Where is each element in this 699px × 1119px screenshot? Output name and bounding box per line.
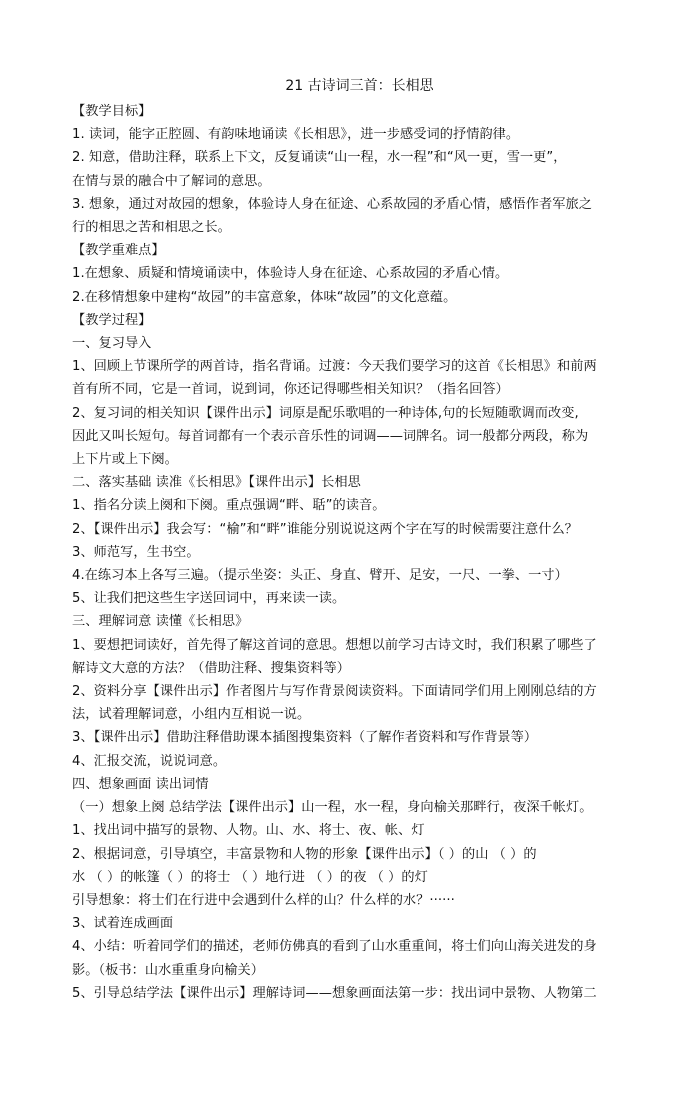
text-line: 因此又叫长短句。每首词都有一个表示音乐性的词调——词牌名。词一般都分两段，称为 xyxy=(72,428,589,444)
text-line: 2、根据词意，引导填空，丰富景物和人物的形象【课件出示】（ ）的山 （ ）的 xyxy=(72,846,537,862)
page-title: 21 古诗词三首：长相思 xyxy=(285,78,434,94)
text-line: 【教学目标】 xyxy=(72,104,152,119)
text-line: 影。（板书：山水重重身向榆关） xyxy=(72,962,264,978)
text-line: 法，试着理解词意，小组内互相说一说。 xyxy=(72,707,311,723)
text-line: 4、小结：听着同学们的描述，老师仿佛真的看到了山水重重间，将士们向山海关进发的身 xyxy=(72,939,597,955)
text-line: 4.在练习本上各写三遍。（提示坐姿：头正、身直、臂开、足安，一尺、一拳、一寸） xyxy=(72,568,568,584)
text-line: 4、汇报交流，说说词意。 xyxy=(72,753,227,769)
text-line: 3. 想象，通过对故园的想象，体验诗人身在征途、心系故园的矛盾心情，感悟作者军旅之 xyxy=(72,196,592,212)
text-line: 在情与景的融合中了解词的意思。 xyxy=(72,173,271,189)
text-line: 三、理解词意 读懂《长相思》 xyxy=(72,614,249,630)
text-line: 1、回顾上节课所学的两首诗，指名背诵。过渡：今天我们要学习的这首《长相思》和前两 xyxy=(72,359,597,375)
text-line: 一、复习导入 xyxy=(72,336,152,352)
text-line: 2、【课件出示】我会写：“榆”和“畔”谁能分别说说这两个字在写的时候需要注意什么？ xyxy=(72,521,578,537)
text-line: 二、落实基础 读准《长相思》【课件出示】长相思 xyxy=(72,475,361,491)
text-line: 2、复习词的相关知识【课件出示】词原是配乐歌唱的一种诗体,句的长短随歌调而改变, xyxy=(72,405,579,421)
text-line: 四、想象画面 读出词情 xyxy=(72,776,209,792)
text-line: 行的相思之苦和相思之长。 xyxy=(72,220,231,236)
text-line: 3、【课件出示】借助注释借助课本插图搜集资料（了解作者资料和写作背景等） xyxy=(72,730,538,746)
text-line: 【教学重难点】 xyxy=(72,243,165,259)
text-line: 3、师范写，生书空。 xyxy=(72,544,200,560)
text-line: （一）想象上阕 总结学法【课件出示】山一程，水一程，身向榆关那畔行，夜深千帐灯。 xyxy=(72,800,593,816)
text-line: 2、资料分享【课件出示】作者图片与写作背景阅读资料。下面请同学们用上刚刚总结的方 xyxy=(72,684,597,700)
text-line: 2. 知意，借助注释，联系上下文，反复诵读“山一程，水一程”和“风一更，雪一更”， xyxy=(72,150,567,166)
text-line: 解诗文大意的方法？（借助注释、搜集资料等） xyxy=(72,660,350,676)
text-line: 3、试着连成画面 xyxy=(72,916,174,932)
text-line: 首有所不同，它是一首词，说到词，你还记得哪些相关知识？（指名回答） xyxy=(72,382,509,398)
text-line: 5、引导总结学法【课件出示】理解诗词——想象画面法第一步：找出词中景物、人物第二 xyxy=(72,985,597,1001)
text-line: 1.在想象、质疑和情境诵读中，体验诗人身在征途、心系故园的矛盾心情。 xyxy=(72,266,509,282)
text-line: 1、找出词中描写的景物、人物。山、水、将士、夜、帐、灯 xyxy=(72,823,425,839)
text-line: 引导想象：将士们在行进中会遇到什么样的山？什么样的水？······ xyxy=(72,892,455,908)
text-line: 上下片或上下阕。 xyxy=(72,452,178,468)
text-line: 5、让我们把这些生字送回词中，再来读一读。 xyxy=(72,591,346,607)
document-body xyxy=(72,100,627,1005)
text-line: 【教学过程】 xyxy=(72,312,152,328)
text-line: 1、要想把词读好，首先得了解这首词的意思。想想以前学习古诗文时，我们积累了哪些了 xyxy=(72,637,597,653)
text-line: 1. 读词，能字正腔圆、有韵味地诵读《长相思》，进一步感受词的抒情韵律。 xyxy=(72,127,520,143)
text-line: 1、指名分读上阕和下阕。重点强调“畔、聒”的读音。 xyxy=(72,498,386,514)
text-line: 2.在移情想象中建构“故园”的丰富意象，体味“故园”的文化意蕴。 xyxy=(72,289,457,305)
text-line: 水 （ ）的帐篷（ ）的将士 （ ）地行进 （ ）的夜 （ ）的灯 xyxy=(72,869,428,885)
